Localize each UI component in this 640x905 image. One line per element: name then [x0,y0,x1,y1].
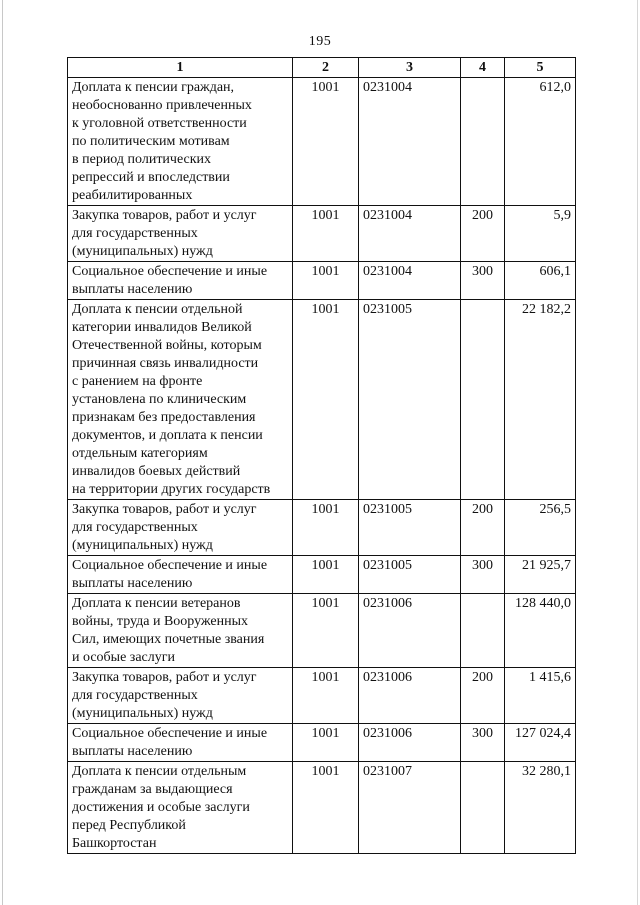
row-name-line: репрессий и впоследствии [72,170,230,185]
row-name-line: Социальное обеспечение и иные [72,264,268,279]
row-section-cell: 1001 [293,668,359,724]
row-code-cell: 0231004 [359,206,461,262]
row-name-line: Закупка товаров, работ и услуг [72,502,257,517]
row-name-line: необоснованно привлеченных [72,98,252,113]
scan-edge-right [637,0,638,905]
row-code-cell: 0231006 [359,594,461,668]
row-name-line: к уголовной ответственности [72,116,247,131]
table-row [68,300,576,500]
row-name-line: Закупка товаров, работ и услуг [72,208,257,223]
table-body [68,78,576,854]
row-type-cell [461,300,505,500]
row-amount-cell: 22 182,2 [505,300,576,500]
row-name-cell [68,300,293,500]
row-amount-cell: 1 415,6 [505,668,576,724]
row-code-cell: 0231007 [359,762,461,854]
row-amount-cell: 5,9 [505,206,576,262]
row-name-line: (муниципальных) нужд [72,538,213,553]
row-section-cell: 1001 [293,78,359,206]
row-name-line: гражданам за выдающиеся [72,782,233,797]
row-name-line: Социальное обеспечение и иные [72,726,268,741]
row-type-cell: 200 [461,206,505,262]
row-name-line: Закупка товаров, работ и услуг [72,670,257,685]
row-amount-cell: 612,0 [505,78,576,206]
budget-table [67,57,576,854]
row-section-cell: 1001 [293,762,359,854]
table-row [68,594,576,668]
table-row [68,500,576,556]
row-type-cell: 200 [461,500,505,556]
table-header-row [68,58,576,78]
row-type-cell [461,78,505,206]
row-amount-cell: 128 440,0 [505,594,576,668]
row-name-line: (муниципальных) нужд [72,244,213,259]
row-section-cell: 1001 [293,206,359,262]
row-name-line: установлена по клиническим [72,392,247,407]
table-row [68,78,576,206]
row-code-cell: 0231006 [359,724,461,762]
row-type-cell: 200 [461,668,505,724]
row-name-line: и особые заслуги [72,650,175,665]
row-section-cell: 1001 [293,556,359,594]
row-name-line: инвалидов боевых действий [72,464,241,479]
scan-edge-left [2,0,3,905]
row-name-line: для государственных [72,520,198,535]
row-name-line: Доплата к пенсии граждан, [72,80,235,95]
row-name-line: причинная связь инвалидности [72,356,259,371]
row-type-cell: 300 [461,556,505,594]
row-name-line: для государственных [72,226,198,241]
row-name-line: категории инвалидов Великой [72,320,252,335]
table-row [68,262,576,300]
row-name-line: реабилитированных [72,188,193,203]
row-code-cell: 0231006 [359,668,461,724]
row-name-line: достижения и особые заслуги [72,800,250,815]
row-name-cell [68,668,293,724]
row-name-line: войны, труда и Вооруженных [72,614,249,629]
row-name-line: Доплата к пенсии отдельным [72,764,247,779]
column-header-4: 4 [461,58,505,78]
row-code-cell: 0231005 [359,300,461,500]
row-type-cell [461,594,505,668]
table-row [68,762,576,854]
row-amount-cell: 606,1 [505,262,576,300]
column-header-1: 1 [68,58,293,78]
row-name-line: выплаты населению [72,282,193,297]
row-amount-cell: 127 024,4 [505,724,576,762]
row-name-line: выплаты населению [72,744,193,759]
row-name-cell [68,206,293,262]
row-name-line: в период политических [72,152,212,167]
row-name-cell [68,262,293,300]
row-type-cell: 300 [461,724,505,762]
row-name-line: перед Республикой [72,818,186,833]
row-name-line: по политическим мотивам [72,134,230,149]
row-code-cell: 0231004 [359,262,461,300]
row-name-cell [68,556,293,594]
row-name-cell [68,762,293,854]
row-name-cell [68,724,293,762]
row-name-line: Сил, имеющих почетные звания [72,632,265,647]
row-name-line: отдельным категориям [72,446,208,461]
row-section-cell: 1001 [293,262,359,300]
row-name-line: (муниципальных) нужд [72,706,213,721]
row-name-cell [68,594,293,668]
row-code-cell: 0231005 [359,556,461,594]
row-name-line: для государственных [72,688,198,703]
column-header-5: 5 [505,58,576,78]
row-code-cell: 0231005 [359,500,461,556]
row-section-cell: 1001 [293,594,359,668]
column-header-3: 3 [359,58,461,78]
row-name-line: признакам без предоставления [72,410,256,425]
row-type-cell: 300 [461,262,505,300]
row-amount-cell: 32 280,1 [505,762,576,854]
row-name-line: на территории других государств [72,482,271,497]
row-name-line: документов, и доплата к пенсии [72,428,263,443]
row-name-line: Доплата к пенсии ветеранов [72,596,241,611]
row-name-line: Отечественной войны, которым [72,338,262,353]
row-name-line: Доплата к пенсии отдельной [72,302,243,317]
row-name-line: Социальное обеспечение и иные [72,558,268,573]
row-section-cell: 1001 [293,300,359,500]
table-row [68,668,576,724]
row-section-cell: 1001 [293,724,359,762]
row-code-cell: 0231004 [359,78,461,206]
page-number: 195 [308,34,332,49]
row-name-cell [68,500,293,556]
table-row [68,556,576,594]
row-amount-cell: 21 925,7 [505,556,576,594]
row-type-cell [461,762,505,854]
column-header-2: 2 [293,58,359,78]
row-name-line: выплаты населению [72,576,193,591]
table-row [68,206,576,262]
row-name-line: Башкортостан [72,836,157,851]
row-name-line: с ранением на фронте [72,374,203,389]
row-amount-cell: 256,5 [505,500,576,556]
row-name-cell [68,78,293,206]
row-section-cell: 1001 [293,500,359,556]
table-row [68,724,576,762]
